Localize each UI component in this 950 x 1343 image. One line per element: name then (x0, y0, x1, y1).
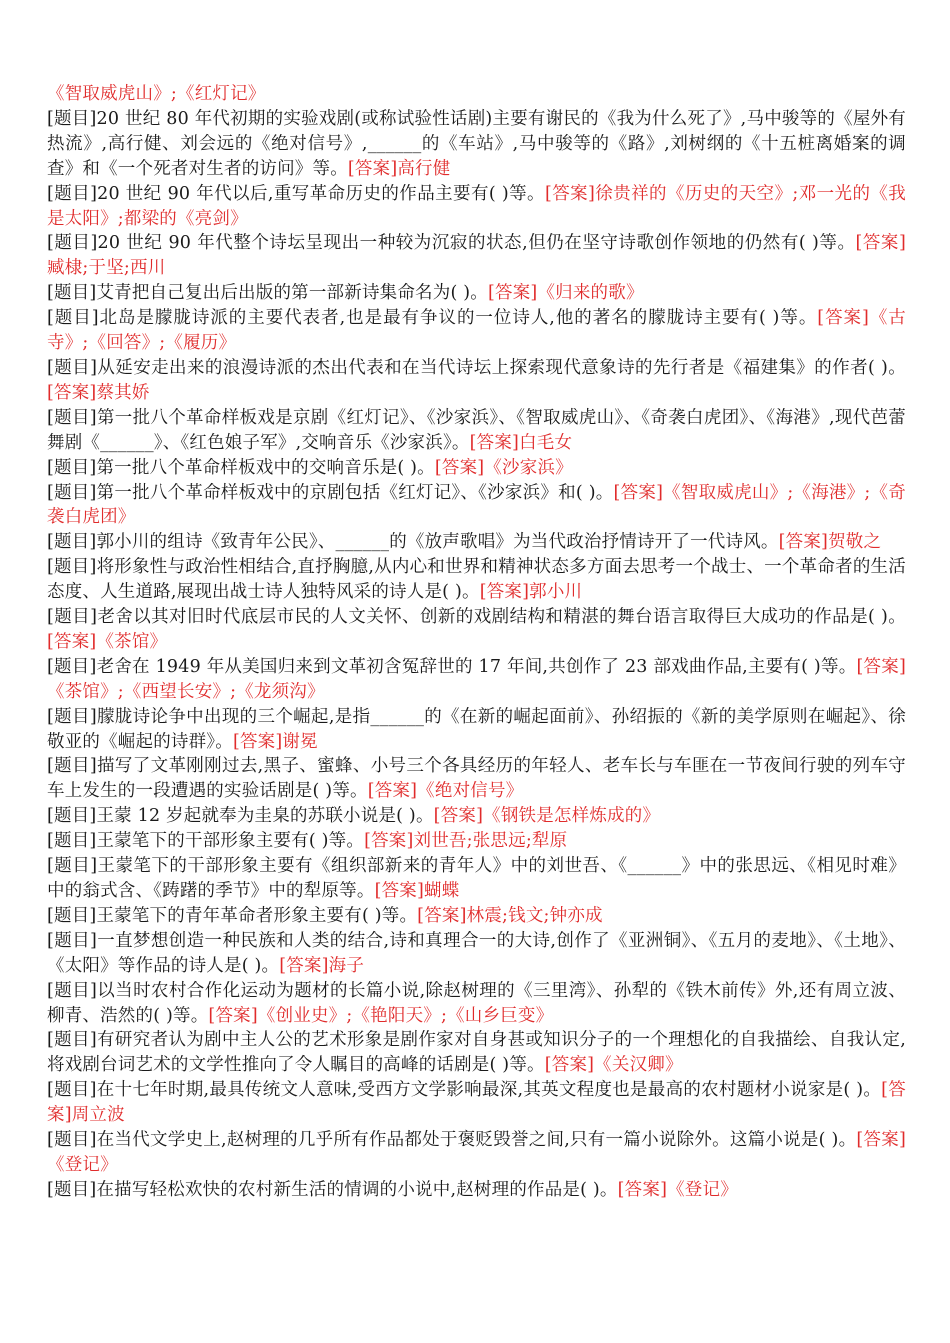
question-text: [题目]第一批八个革命样板戏是京剧《红灯记》、《沙家浜》、《智取威虎山》、《奇袭白虎团》、《海港》,现代芭蕾舞剧《______》、《红色娘子军》,交响音乐《沙家浜》。 (47, 407, 906, 453)
question-item (47, 979, 906, 1029)
question-item (47, 481, 906, 531)
question-text: [题目]20 世纪 90 年代以后,重写革命历史的作品主要有( )等。 (47, 183, 545, 204)
question-item (47, 406, 906, 456)
answer-text: [答案]《归来的歌》 (487, 283, 644, 304)
question-item (47, 530, 906, 555)
answer-text: [答案]《关汉卿》 (544, 1055, 683, 1076)
answer-text: 《智取威虎山》;《红灯记》 (47, 84, 266, 104)
answer-text: [答案]《古寺》;《回答》;《履历》 (47, 308, 906, 354)
question-text: [题目]王蒙笔下的干部形象主要有( )等。 (47, 831, 365, 852)
question-item (47, 281, 906, 306)
question-text: [题目]北岛是朦胧诗派的主要代表者,也是最有争议的一位诗人,他的著名的朦胧诗主要有( )等。 (47, 308, 818, 329)
answer-text: [答案]郭小川 (479, 582, 583, 603)
answer-text: [答案]蝴蝶 (374, 881, 460, 901)
answer-text: [答案]《登记》 (617, 1179, 738, 1200)
question-text: [题目]老舍以其对旧时代底层市民的人文关怀、创新的戏剧结构和精湛的舞台语言取得巨大成功的作品是( )。 (47, 607, 906, 628)
question-item (47, 1078, 906, 1128)
question-text: [题目]王蒙笔下的干部形象主要有《组织部新来的青年人》中的刘世吾、《______》中的张思远、《相见时难》中的翁式含、《踌躇的季节》中的犁原等。 (47, 856, 906, 901)
answer-text: [答案]《绝对信号》 (367, 781, 524, 802)
question-text: [题目]将形象性与政治性相结合,直抒胸臆,从内心和世界和精神状态多方面去思考一个战士、一个革命者的生活态度、人生道路,展现出战士诗人独特风采的诗人是( )。 (47, 557, 906, 603)
question-item (47, 182, 906, 232)
question-item (47, 82, 906, 107)
question-item (47, 904, 906, 929)
answer-text: [答案]《创业史》;《艳阳天》;《山乡巨变》 (208, 1005, 554, 1026)
question-item (47, 306, 906, 356)
answer-text: [答案]白毛女 (469, 432, 573, 453)
question-text: [题目]有研究者认为剧中主人公的艺术形象是剧作家对自身甚或知识分子的一个理想化的自我描绘、自我认定,将戏剧台词艺术的文学性推向了令人瞩目的高峰的话剧是( )等。 (47, 1030, 906, 1076)
answer-text: [答案]林震;钱文;钟亦成 (417, 905, 603, 926)
answer-text: [答案]《茶馆》 (47, 631, 168, 652)
answer-text: [答案]《登记》 (47, 1130, 906, 1175)
answer-text: [答案]贺敬之 (778, 532, 882, 553)
question-text: [题目]王蒙笔下的青年革命者形象主要有( )等。 (47, 905, 418, 926)
answer-text: [答案]《钢铁是怎样炼成的》 (433, 806, 661, 827)
question-item (47, 107, 906, 182)
question-text: [题目]第一批八个革命样板戏中的交响音乐是( )。 (47, 457, 435, 478)
question-text: [题目]以当时农村合作化运动为题材的长篇小说,除赵树理的《三里湾》、孙犁的《铁木前传》外,还有周立波、柳青、浩然的( )等。 (47, 980, 906, 1026)
answer-text: [答案]臧棣;于坚;西川 (47, 233, 906, 279)
answer-text: [答案]高行健 (347, 158, 451, 179)
answer-text: [答案]蔡其娇 (47, 382, 150, 403)
question-item (47, 804, 906, 829)
answer-text: [答案]海子 (279, 955, 365, 976)
question-text: [题目]从延安走出来的浪漫诗派的杰出代表和在当代诗坛上探索现代意象诗的先行者是《福建集》的作者( )。 (47, 357, 906, 378)
question-text: [题目]20 世纪 80 年代初期的实验戏剧(或称试验性话剧)主要有谢民的《我为什么死了》,马中骏等的《屋外有热流》,高行健、刘会远的《绝对信号》,______的《车站》,马中骏等的《路》,刘树纲的《十五桩离婚案的调查》和《一个死者对生者的访问》等。 (47, 108, 906, 179)
question-text: [题目]老舍在 1949 年从美国归来到文革初含冤辞世的 17 年间,共创作了 23 部戏曲作品,主要有( )等。 (47, 656, 857, 677)
question-text: [题目]20 世纪 90 年代整个诗坛呈现出一种较为沉寂的状态,但仍在坚守诗歌创作领地的仍然有( )等。 (47, 233, 856, 254)
question-item (47, 555, 906, 605)
answer-text: [答案]《沙家浜》 (434, 457, 573, 478)
question-item (47, 456, 906, 481)
question-item (47, 605, 906, 655)
question-item (47, 754, 906, 804)
question-text: [题目]艾青把自己复出后出版的第一部新诗集命名为( )。 (47, 283, 488, 304)
question-item (47, 929, 906, 979)
question-item (47, 829, 906, 854)
answer-text: [答案]《茶馆》;《西望长安》;《龙须沟》 (47, 656, 906, 702)
question-text: [题目]王蒙 12 岁起就奉为圭臬的苏联小说是( )。 (47, 806, 434, 827)
question-list (47, 82, 906, 1203)
question-item (47, 1028, 906, 1078)
question-item (47, 231, 906, 281)
answer-text: [答案]刘世吾;张思远;犁原 (364, 831, 568, 852)
answer-text: [答案]徐贵祥的《历史的天空》;邓一光的《我是太阳》;都梁的《亮剑》 (47, 183, 906, 229)
question-item (47, 705, 906, 755)
question-text: [题目]一直梦想创造一种民族和人类的结合,诗和真理合一的大诗,创作了《亚洲铜》、《五月的麦地》、《土地》、《太阳》等作品的诗人是( )。 (47, 930, 906, 976)
question-item (47, 1178, 906, 1203)
question-text: [题目]在当代文学史上,赵树理的几乎所有作品都处于褒贬毁誉之间,只有一篇小说除外。这篇小说是( )。 (47, 1130, 857, 1151)
question-item (47, 356, 906, 406)
question-text: [题目]在十七年时期,最具传统文人意味,受西方文学影响最深,其英文程度也是最高的农村题材小说家是( )。 (47, 1080, 882, 1101)
answer-text: [答案]周立波 (47, 1080, 906, 1126)
question-text: [题目]第一批八个革命样板戏中的京剧包括《红灯记》、《沙家浜》和( )。 (47, 482, 614, 503)
question-text: [题目]在描写轻松欢快的农村新生活的情调的小说中,赵树理的作品是( )。 (47, 1179, 618, 1200)
answer-text: [答案]谢冕 (232, 731, 318, 752)
question-item (47, 1128, 906, 1178)
question-text: [题目]描写了文革刚刚过去,黑子、蜜蜂、小号三个各具经历的年轻人、老车长与车匪在一节夜间行驶的列车守车上发生的一段遭遇的实验话剧是( )等。 (47, 756, 906, 802)
question-text: [题目]郭小川的组诗《致青年公民》、______的《放声歌唱》为当代政治抒情诗开了一代诗风。 (47, 532, 779, 553)
question-item (47, 655, 906, 705)
answer-text: [答案]《智取威虎山》;《海港》;《奇袭白虎团》 (47, 482, 906, 528)
question-item (47, 854, 906, 904)
question-text: [题目]朦胧诗论争中出现的三个崛起,是指______的《在新的崛起面前》、孙绍振的《新的美学原则在崛起》、徐敬亚的《崛起的诗群》。 (47, 706, 906, 752)
